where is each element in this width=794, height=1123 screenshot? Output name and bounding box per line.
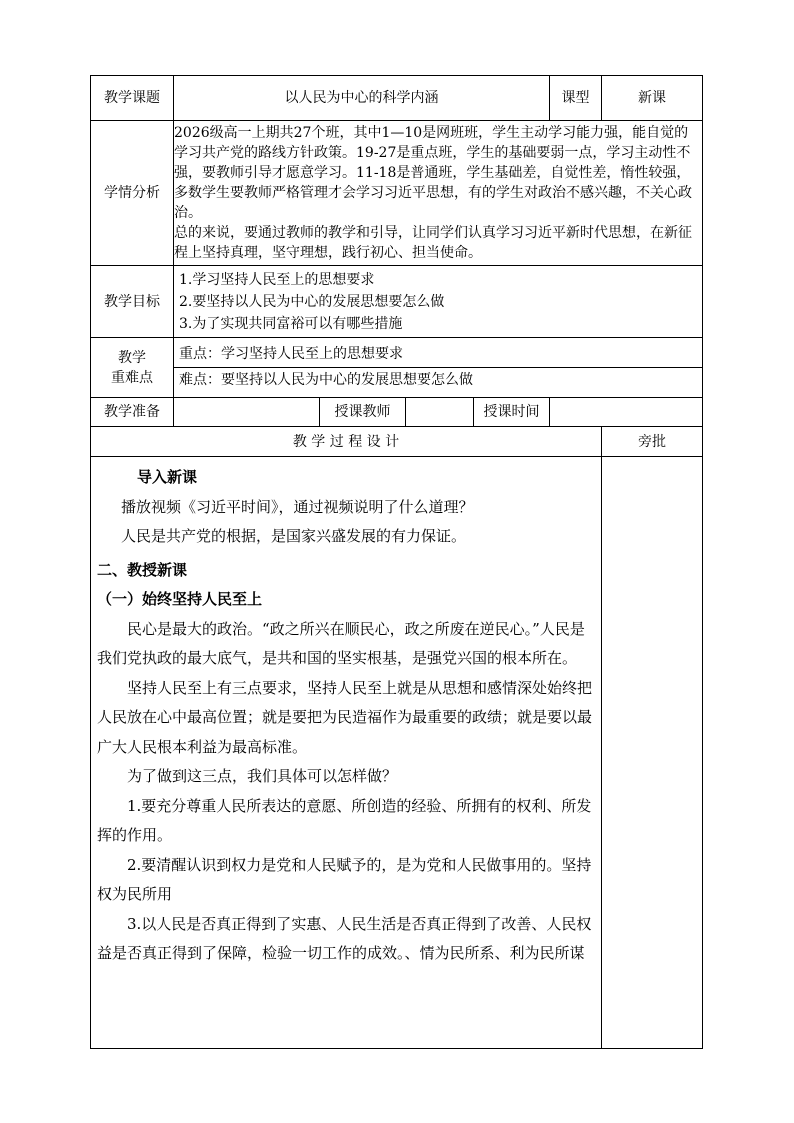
analysis-content bbox=[174, 121, 703, 266]
keypoints-label-line2: 重难点 bbox=[111, 369, 153, 386]
body-paragraph-1: 民心是最大的政治。“政之所兴在顺民心，政之所废在逆民心。”人民是我们党执政的最大底气，是共和国的坚实根基，是强党兴国的根本所在。 bbox=[97, 619, 585, 667]
topic-value: 以人民为中心的科学内涵 bbox=[174, 76, 550, 121]
lesson-type-label: 课型 bbox=[550, 76, 602, 121]
side-note-label: 旁批 bbox=[602, 427, 703, 457]
keypoints-label-line1: 教学 bbox=[118, 349, 146, 366]
prep-row bbox=[91, 398, 703, 427]
time-label: 授课时间 bbox=[474, 398, 550, 427]
lesson-plan-page bbox=[90, 75, 702, 1049]
keypoints-label bbox=[91, 338, 174, 398]
objectives-row bbox=[91, 266, 703, 338]
subsection-heading: （一）始终坚持人民至上 bbox=[97, 590, 263, 608]
process-content bbox=[91, 457, 602, 1049]
analysis-row bbox=[91, 121, 703, 266]
body-paragraph-3: 为了做到这三点，我们具体可以怎样做？ bbox=[127, 767, 398, 785]
process-title: 教 学 过 程 设 计 bbox=[91, 427, 602, 457]
process-header-row bbox=[91, 427, 703, 457]
time-value bbox=[550, 398, 703, 427]
prep-value bbox=[174, 398, 320, 427]
section-heading: 二、教授新课 bbox=[97, 560, 188, 579]
analysis-paragraph-2: 总的来说，要通过教师的教学和引导，让同学们认真学习习近平新时代思想，在新征程上坚持真理，坚守理想，践行初心、担当使命。 bbox=[174, 225, 692, 261]
process-body-row bbox=[91, 457, 703, 1049]
body-paragraph-6: 3.以人民是否真正得到了实惠、人民生活是否真正得到了改善、人民权益是否真正得到了保障，检验一切工作的成效。、情为民所系、利为民所谋 bbox=[97, 914, 592, 962]
lesson-type-value: 新课 bbox=[602, 76, 703, 121]
key-point: 重点：学习坚持人民至上的思想要求 bbox=[174, 342, 702, 368]
analysis-label: 学情分析 bbox=[91, 121, 174, 266]
objective-item: 3.为了实现共同富裕可以有哪些措施 bbox=[179, 315, 403, 332]
side-note-area bbox=[602, 457, 703, 1049]
teacher-value bbox=[406, 398, 474, 427]
objective-item: 2.要坚持以人民为中心的发展思想要怎么做 bbox=[179, 293, 445, 310]
lesson-plan-table bbox=[90, 75, 703, 1049]
intro-paragraph-1: 播放视频《习近平时间》，通过视频说明了什么道理？ bbox=[121, 497, 474, 516]
objectives-label: 教学目标 bbox=[91, 266, 174, 338]
keypoints-row bbox=[91, 338, 703, 398]
body-paragraph-2: 坚持人民至上有三点要求，坚持人民至上就是从思想和感情深处始终把人民放在心中最高位置；就是要把为民造福作为最重要的政绩；就是要以最广大人民根本利益为最高标准。 bbox=[97, 678, 593, 756]
prep-label: 教学准备 bbox=[91, 398, 174, 427]
objectives-list bbox=[174, 266, 703, 338]
body-paragraph-4: 1.要充分尊重人民所表达的意愿、所创造的经验、所拥有的权利、所发挥的作用。 bbox=[97, 796, 592, 844]
difficult-point: 难点：要坚持以人民为中心的发展思想要怎么做 bbox=[179, 372, 473, 388]
intro-heading: 导入新课 bbox=[137, 468, 198, 486]
keypoints-content bbox=[174, 338, 703, 398]
intro-paragraph-2: 人民是共产党的根据，是国家兴盛发展的有力保证。 bbox=[121, 527, 467, 545]
topic-row bbox=[91, 76, 703, 121]
topic-label: 教学课题 bbox=[91, 76, 174, 121]
body-paragraph-5: 2.要清醒认识到权力是党和人民赋予的，是为党和人民做事用的。坚持权为民所用 bbox=[97, 855, 592, 903]
analysis-paragraph-1: 2026级高一上期共27个班，其中1—10是网班班，学生主动学习能力强，能自觉的学习共产党的路线方针政策。19-27是重点班，学生的基础要弱一点，学习主动性不强，要教师引导才愿意学习。11-18是普通班，学生基础差，自觉性差，惰性较强，多数学生要教师严格管理才会学习习近平思想，有的学生对政治不感兴趣，不关心政治。 bbox=[174, 125, 692, 221]
process-text bbox=[91, 457, 601, 969]
objective-item: 1.学习坚持人民至上的思想要求 bbox=[179, 271, 375, 288]
teacher-label: 授课教师 bbox=[320, 398, 406, 427]
